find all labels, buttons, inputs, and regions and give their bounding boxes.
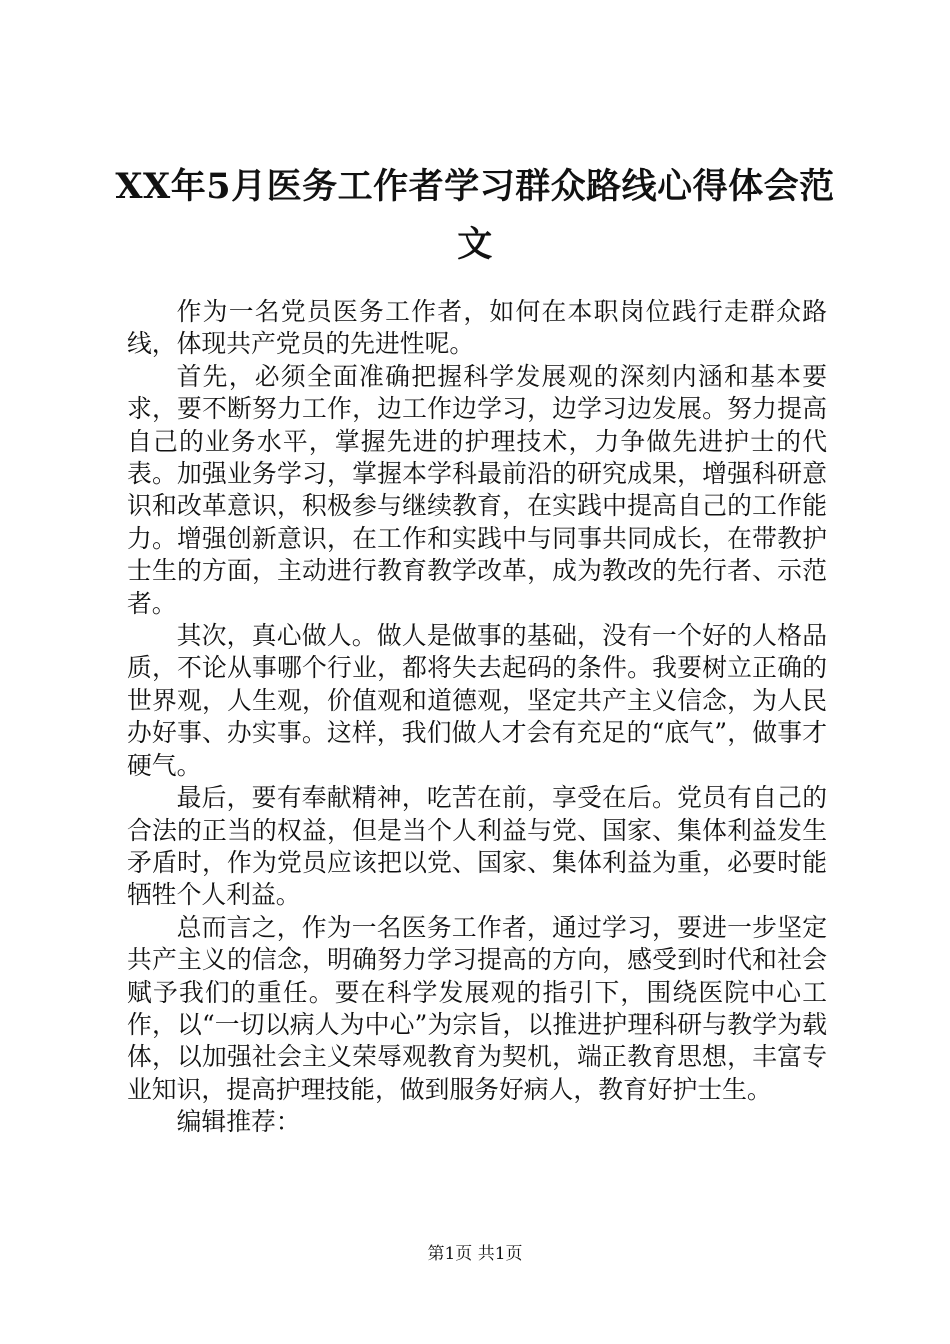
page-number-footer: 第1页 共1页 xyxy=(427,1244,523,1264)
paragraph-intro: 作为一名党员医务工作者，如何在本职岗位践行走群众路线，体现共产党员的先进性呢。 xyxy=(127,297,827,359)
document-title: XX年5月医务工作者学习群众路线心得体会范文 xyxy=(115,166,835,265)
paragraph-second: 其次，真心做人。做人是做事的基础，没有一个好的人格品质，不论从事哪个行业，都将失去起码的条件。我要树立正确的世界观，人生观，价值观和道德观，坚定共产主义信念，为人民办好事、办实事。这样，我们做人才会有充足的“底气”，做事才硬气。 xyxy=(127,621,827,780)
paragraph-first: 首先，必须全面准确把握科学发展观的深刻内涵和基本要求，要不断努力工作，边工作边学习，边学习边发展。努力提高自己的业务水平，掌握先进的护理技术，力争做先进护士的代表。加强业务学习，掌握本学科最前沿的研究成果，增强科研意识和改革意识，积极参与继续教育，在实践中提高自己的工作能力。增强创新意识，在工作和实践中与同事共同成长，在带教护士生的方面，主动进行教育教学改革，成为教改的先行者、示范者。 xyxy=(127,361,827,618)
document-body xyxy=(127,296,827,1139)
paragraph-summary: 总而言之，作为一名医务工作者，通过学习，要进一步坚定共产主义的信念，明确努力学习提高的方向，感受到时代和社会赋予我们的重任。要在科学发展观的指引下，围绕医院中心工作，以“一切以病人为中心”为宗旨，以推进护理科研与教学为载体，以加强社会主义荣辱观教育为契机，端正教育思想，丰富专业知识，提高护理技能，做到服务好病人，教育好护士生。 xyxy=(127,912,827,1104)
paragraph-last: 最后，要有奉献精神，吃苦在前，享受在后。党员有自己的合法的正当的权益，但是当个人利益与党、国家、集体利益发生矛盾时，作为党员应该把以党、国家、集体利益为重，必要时能牺牲个人利益。 xyxy=(127,783,827,910)
editor-recommendation: 编辑推荐： xyxy=(176,1107,301,1137)
